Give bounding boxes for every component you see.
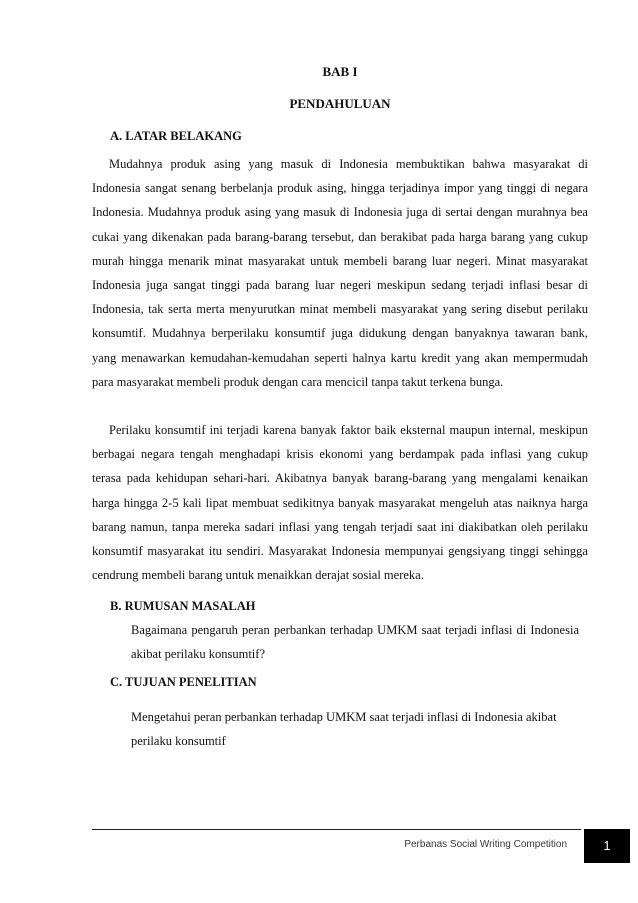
chapter-title: PENDAHULUAN (289, 96, 391, 111)
page-number: 1 (584, 829, 630, 863)
paragraph-latar-belakang-1: Mudahnya produk asing yang masuk di Indonesia membuktikan bahwa masyarakat di Indonesia sangat senang berbelanja produk asing, hingga terjadinya impor yang tinggi di negara Indonesia. Mudahnya produk asing yang masuk di Indonesia juga di sertai dengan murahnya bea cukai yang dikenakan pada barang-barang tersebut, dan berakibat pada harga barang yang cukup murah hingga menarik minat masyarakat untuk membeli barang luar negeri. Minat masyarakat Indonesia juga sangat tinggi pada barang luar negeri meskipun sedang terjadi inflasi besar di Indonesia, tak serta merta menyurutkan minat membeli masyarakat yang sering disebut perilaku konsumtif. Mudahnya berperilaku konsumtif juga didukung dengan banyaknya tawaran bank, yang menawarkan kemudahan-kemudahan seperti halnya kartu kredit yang akan mempermudah para masyarakat membeli produk dengan cara mencicil tanpa takut terkena bunga. (92, 157, 588, 389)
paragraph-latar-belakang-2: Perilaku konsumtif ini terjadi karena banyak faktor baik eksternal maupun internal, meskipun berbagai negara tengah menghadapi krisis ekonomi yang berdampak pada inflasi yang cukup terasa pada kehidupan sehari-hari. Akibatnya banyak barang-barang yang mengalami kenaikan harga hingga 2-5 kali lipat membuat sedikitnya banyak masyarakat mengeluh atas naiknya harga barang namun, tanpa mereka sadari inflasi yang tengah terjadi saat ini diakibatkan oleh perilaku konsumtif masyarakat itu sendiri. Masyarakat Indonesia mempunyai gengsiyang tinggi sehingga cendrung membeli barang untuk menaikkan derajat sosial mereka. (92, 423, 588, 583)
paragraph-tujuan-penelitian: Mengetahui peran perbankan terhadap UMKM saat terjadi inflasi di Indonesia akibat perilaku konsumtif (131, 710, 557, 749)
chapter-number: BAB I (322, 64, 358, 79)
section-heading-rumusan-masalah: B. RUMUSAN MASALAH (110, 599, 256, 613)
section-heading-latar-belakang: A. LATAR BELAKANG (110, 129, 242, 143)
section-heading-tujuan-penelitian: C. TUJUAN PENELITIAN (110, 675, 257, 689)
footer-divider (92, 829, 581, 830)
paragraph-rumusan-masalah: Bagaimana pengaruh peran perbankan terhadap UMKM saat terjadi inflasi di Indonesia akibat perilaku konsumtif? (131, 623, 579, 662)
footer-text: Perbanas Social Writing Competition (404, 839, 567, 850)
